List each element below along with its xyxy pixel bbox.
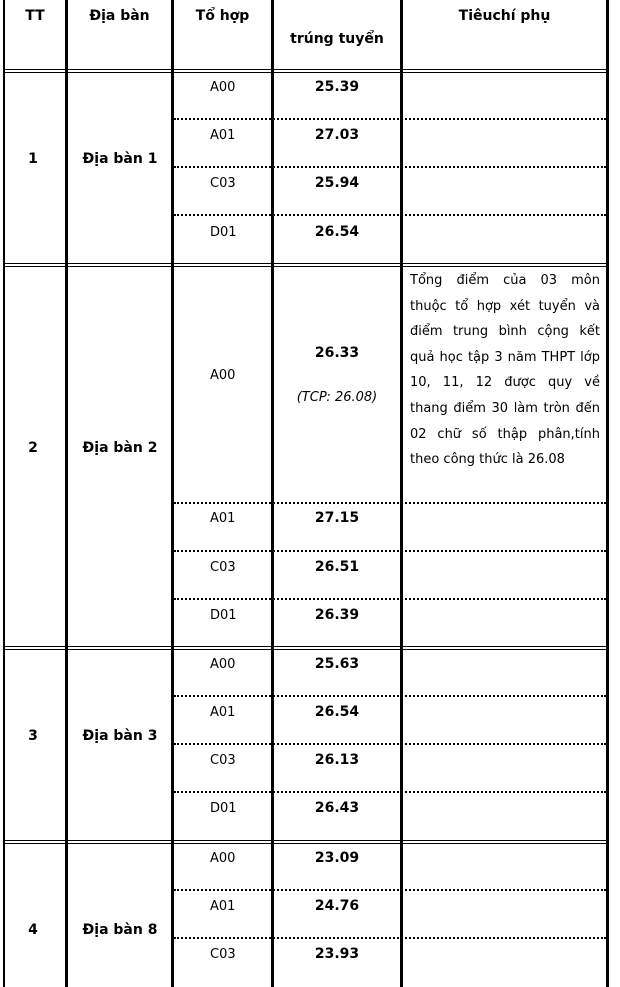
combo-code: A00 [210,80,236,95]
area-name: Địa bàn 8 [82,922,158,938]
cutoff-score: 26.39 [314,607,360,623]
dotted-separator [174,598,606,600]
dotted-separator [174,743,606,745]
combo-code: D01 [210,225,237,240]
dotted-separator [174,118,606,120]
row-number: 2 [28,440,38,456]
header-area: Địa bàn [89,8,150,24]
header-combo: Tổ hợp [195,8,250,24]
dotted-separator [174,502,606,504]
row-number: 3 [28,728,38,744]
combo-code: A01 [210,899,236,914]
dotted-separator [174,791,606,793]
dotted-separator [174,695,606,697]
cutoff-score: 26.51 [314,559,360,575]
dotted-separator [174,889,606,891]
header-criteria: Tiêuchí phụ [458,8,551,24]
combo-code: A00 [210,657,236,672]
combo-code: A01 [210,705,236,720]
table-border-right [606,0,609,987]
table-border-left [3,0,5,987]
dotted-separator [174,166,606,168]
combo-code: A00 [210,851,236,866]
column-divider [271,0,274,987]
row-separator [3,646,609,650]
cutoff-score: 24.76 [314,898,360,914]
area-name: Địa bàn 3 [82,728,158,744]
header-score: trúng tuyển [290,31,384,47]
row-separator [3,840,609,844]
row-number: 1 [28,151,38,167]
dotted-separator [174,550,606,552]
cutoff-score: 27.15 [314,510,360,526]
combo-code: D01 [210,608,237,623]
cutoff-score: 23.09 [314,850,360,866]
dotted-separator [174,214,606,216]
column-divider [65,0,68,987]
cutoff-score: 26.54 [314,224,360,240]
dotted-separator [174,937,606,939]
column-divider [171,0,174,987]
combo-code: A00 [210,368,236,383]
row-separator [3,69,609,73]
tcp-score: (TCP: 26.08) [296,390,378,405]
combo-code: D01 [210,801,237,816]
cutoff-score: 25.94 [314,175,360,191]
combo-code: C03 [210,753,236,768]
row-number: 4 [28,922,38,938]
combo-code: A01 [210,511,236,526]
cutoff-score: 27.03 [314,127,360,143]
combo-code: A01 [210,128,236,143]
tiebreak-criteria-note: Tổng điểm của 03 môn thuộc tổ hợp xét tuyển và điểm trung bình cộng kết quả học tập 3 năm THPT lớp 10, 11, 12 được quy về thang điểm 30 làm tròn đến 02 chữ số thập phân,tính theo công thức là 26.08 [410,273,600,468]
column-divider [400,0,403,987]
row-separator [3,263,609,267]
combo-code: C03 [210,560,236,575]
cutoff-score: 26.54 [314,704,360,720]
combo-code: C03 [210,947,236,962]
header-tt: TT [25,8,45,24]
cutoff-score: 26.33 [314,345,360,361]
cutoff-score: 25.39 [314,79,360,95]
combo-code: C03 [210,176,236,191]
cutoff-score: 26.13 [314,752,360,768]
cutoff-score: 26.43 [314,800,360,816]
area-name: Địa bàn 1 [82,151,158,167]
cutoff-score: 25.63 [314,656,360,672]
cutoff-score: 23.93 [314,946,360,962]
area-name: Địa bàn 2 [82,440,158,456]
